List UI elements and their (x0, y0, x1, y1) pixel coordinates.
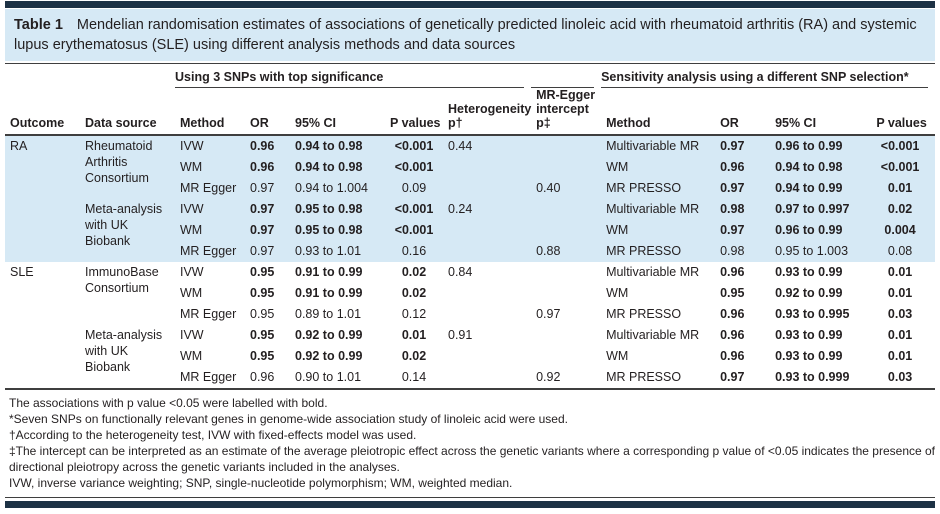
heterogeneity-p-cell: 0.91 (448, 328, 473, 342)
ci-cell: 0.91 to 0.99 (295, 265, 363, 279)
ci-2-cell: 0.93 to 0.999 (775, 370, 850, 384)
heterogeneity-p-cell (443, 157, 531, 178)
table-row (5, 135, 935, 157)
or-cell: 0.97 (245, 241, 290, 262)
table-row (5, 325, 935, 346)
egger-intercept-p-cell (531, 157, 601, 178)
outcome-cell: SLE (10, 265, 34, 279)
or-cell: 0.95 (250, 286, 275, 300)
heterogeneity-p-cell (443, 220, 531, 241)
egger-intercept-p-cell (531, 262, 601, 283)
method-cell: WM (180, 286, 203, 300)
egger-intercept-p-cell (531, 346, 601, 367)
column-header-p-values-1: P values (385, 88, 443, 135)
method-2-cell: WM (601, 220, 715, 241)
footnote-asterisk: *Seven SNPs on functionally relevant genes in genome-wide association study of linoleic acid were used. (9, 412, 568, 426)
footnote-bold-note: The associations with p value <0.05 were labelled with bold. (9, 396, 328, 410)
method-cell: IVW (175, 135, 245, 157)
table-label: Table 1 (14, 17, 63, 33)
column-header-row (5, 88, 935, 135)
method-2-cell: MR PRESSO (601, 178, 715, 199)
ci-cell: 0.94 to 0.98 (290, 135, 385, 157)
or-cell: 0.96 (245, 157, 290, 178)
spanner-group1-label: Using 3 SNPs with top significance (175, 70, 524, 88)
method-cell: MR Egger (180, 370, 237, 384)
ci-2-cell: 0.96 to 0.99 (770, 220, 865, 241)
method-cell: MR Egger (175, 241, 245, 262)
egger-intercept-p-cell: 0.97 (536, 307, 561, 321)
column-header-outcome: Outcome (5, 88, 80, 135)
or-cell: 0.96 (250, 370, 275, 384)
column-header-or-2: OR (715, 88, 770, 135)
ci-2-cell: 0.93 to 0.99 (775, 349, 843, 363)
column-header-data-source: Data source (80, 88, 175, 135)
egger-intercept-p-cell: 0.88 (531, 241, 601, 262)
heterogeneity-p-cell (443, 346, 531, 367)
p-cell: <0.001 (385, 135, 443, 157)
ci-cell: 0.93 to 1.01 (290, 241, 385, 262)
method-2-cell: Multivariable MR (606, 265, 700, 279)
datasource-cell: ImmunoBase Consortium (85, 265, 159, 295)
p-2-cell: <0.001 (865, 157, 935, 178)
or-cell: 0.97 (245, 220, 290, 241)
ci-cell: 0.95 to 0.98 (290, 199, 385, 220)
egger-intercept-p-cell: 0.92 (536, 370, 561, 384)
egger-intercept-p-cell (531, 325, 601, 346)
method-cell: WM (175, 157, 245, 178)
spanner-group2-label: Sensitivity analysis using a different SNP selection* (601, 70, 928, 88)
method-2-cell: Multivariable MR (601, 135, 715, 157)
p-cell: 0.02 (401, 286, 427, 300)
ci-cell: 0.91 to 0.99 (295, 286, 363, 300)
heterogeneity-p-cell (443, 283, 531, 304)
or-2-cell: 0.96 (715, 157, 770, 178)
ci-2-cell: 0.93 to 0.99 (775, 265, 843, 279)
p-cell: 0.14 (401, 370, 427, 384)
heterogeneity-p-cell (443, 241, 531, 262)
caption-divider (5, 63, 935, 64)
method-2-cell: Multivariable MR (601, 199, 715, 220)
p-2-cell: 0.03 (887, 370, 913, 384)
datasource-cell: Rheumatoid Arthritis Consortium (80, 135, 175, 199)
column-header-method-1: Method (175, 88, 245, 135)
egger-intercept-p-cell (531, 199, 601, 220)
ci-2-cell: 0.97 to 0.997 (770, 199, 865, 220)
column-header-heterogeneity-p: Heterogeneity p† (443, 88, 531, 135)
footnote-double-dagger: ‡The intercept can be interpreted as an estimate of the average pleiotropic effect across the genetic variants where a corresponding p value of <0.05 indicates the presence of directional pleiotropy across the genetic variants included in the analyses. (9, 444, 936, 474)
spanner-mregger-rule (531, 80, 594, 88)
or-2-cell: 0.97 (715, 178, 770, 199)
ci-2-cell: 0.94 to 0.98 (770, 157, 865, 178)
method-2-cell: WM (601, 157, 715, 178)
or-2-cell: 0.97 (715, 220, 770, 241)
or-cell: 0.95 (250, 265, 275, 279)
heterogeneity-p-cell (443, 367, 531, 389)
p-2-cell: 0.01 (887, 328, 913, 342)
or-2-cell: 0.96 (720, 349, 745, 363)
or-2-cell: 0.96 (720, 328, 745, 342)
footnotes (5, 390, 935, 498)
ci-cell: 0.92 to 0.99 (295, 328, 363, 342)
egger-intercept-p-cell (531, 220, 601, 241)
heterogeneity-p-cell: 0.44 (443, 135, 531, 157)
heterogeneity-p-cell: 0.24 (443, 199, 531, 220)
or-cell: 0.95 (250, 307, 275, 321)
p-2-cell: <0.001 (865, 135, 935, 157)
p-2-cell: 0.004 (865, 220, 935, 241)
method-cell: WM (180, 349, 203, 363)
table-caption-text: Mendelian randomisation estimates of associations of genetically predicted linoleic acid with rheumatoid arthritis (RA) and systemic lupus erythematosus (SLE) using different analysis methods and data sources (14, 17, 917, 53)
datasource-cell: Meta-analysis with UK Biobank (80, 199, 175, 262)
or-2-cell: 0.98 (715, 241, 770, 262)
ci-cell: 0.92 to 0.99 (295, 349, 363, 363)
spanner-empty (5, 70, 175, 88)
heterogeneity-p-cell (443, 304, 531, 325)
p-2-cell: 0.01 (887, 265, 913, 279)
or-2-cell: 0.98 (715, 199, 770, 220)
or-2-cell: 0.96 (720, 307, 745, 321)
column-header-ci-2: 95% CI (770, 88, 865, 135)
ci-2-cell: 0.93 to 0.995 (775, 307, 850, 321)
ci-2-cell: 0.92 to 0.99 (775, 286, 843, 300)
table-caption-band (5, 9, 935, 61)
p-cell: 0.02 (401, 349, 427, 363)
or-cell: 0.97 (245, 199, 290, 220)
table-row (5, 199, 935, 220)
heterogeneity-p-cell: 0.84 (448, 265, 473, 279)
p-2-cell: 0.01 (887, 286, 913, 300)
p-cell: 0.02 (401, 265, 427, 279)
table-row (5, 262, 935, 283)
spanner-mregger-cell (531, 70, 601, 88)
p-2-cell: 0.01 (887, 349, 913, 363)
ci-2-cell: 0.94 to 0.99 (770, 178, 865, 199)
column-header-method-2: Method (601, 88, 715, 135)
method-cell: IVW (180, 265, 204, 279)
method-cell: MR Egger (180, 307, 237, 321)
egger-intercept-p-cell: 0.40 (531, 178, 601, 199)
ci-2-cell: 0.96 to 0.99 (770, 135, 865, 157)
table-body (5, 135, 935, 389)
top-rule-bar (5, 1, 935, 8)
heterogeneity-p-cell (443, 178, 531, 199)
outcome-cell: RA (5, 135, 80, 262)
p-cell: <0.001 (385, 157, 443, 178)
ci-cell: 0.89 to 1.01 (295, 307, 362, 321)
p-cell: <0.001 (385, 220, 443, 241)
column-header-ci-1: 95% CI (290, 88, 385, 135)
p-cell: <0.001 (385, 199, 443, 220)
method-cell: IVW (180, 328, 204, 342)
or-2-cell: 0.96 (720, 265, 745, 279)
or-2-cell: 0.95 (720, 286, 745, 300)
or-cell: 0.97 (245, 178, 290, 199)
method-2-cell: Multivariable MR (606, 328, 700, 342)
method-2-cell: MR PRESSO (606, 370, 682, 384)
footnote-dagger: †According to the heterogeneity test, IVW with fixed-effects model was used. (9, 428, 417, 442)
or-2-cell: 0.97 (720, 370, 745, 384)
method-cell: WM (175, 220, 245, 241)
column-header-or-1: OR (245, 88, 290, 135)
column-header-p-values-2: P values (865, 88, 935, 135)
p-2-cell: 0.03 (887, 307, 913, 321)
or-cell: 0.96 (245, 135, 290, 157)
ci-2-cell: 0.93 to 0.99 (775, 328, 843, 342)
data-table (5, 70, 935, 390)
or-cell: 0.95 (250, 328, 275, 342)
method-cell: MR Egger (175, 178, 245, 199)
spanner-group1-cell (175, 70, 531, 88)
spanner-row (5, 70, 935, 88)
p-2-cell: 0.02 (865, 199, 935, 220)
p-2-cell: 0.08 (865, 241, 935, 262)
egger-intercept-p-cell (531, 283, 601, 304)
p-2-cell: 0.01 (865, 178, 935, 199)
ci-2-cell: 0.95 to 1.003 (770, 241, 865, 262)
datasource-cell: Meta-analysis with UK Biobank (85, 328, 163, 374)
or-2-cell: 0.97 (715, 135, 770, 157)
ci-cell: 0.94 to 1.004 (290, 178, 385, 199)
method-2-cell: MR PRESSO (606, 307, 682, 321)
ci-cell: 0.90 to 1.01 (295, 370, 362, 384)
column-header-mr-egger-intercept-p: MR-Egger intercept p‡ (531, 88, 601, 135)
bottom-rule-bar (5, 501, 935, 508)
p-cell: 0.09 (385, 178, 443, 199)
method-2-cell: WM (606, 286, 629, 300)
p-cell: 0.16 (385, 241, 443, 262)
method-cell: IVW (175, 199, 245, 220)
footnote-abbreviations: IVW, inverse variance weighting; SNP, single-nucleotide polymorphism; WM, weighted median. (9, 476, 513, 490)
ci-cell: 0.94 to 0.98 (290, 157, 385, 178)
ci-cell: 0.95 to 0.98 (290, 220, 385, 241)
or-cell: 0.95 (250, 349, 275, 363)
method-2-cell: WM (606, 349, 629, 363)
p-cell: 0.12 (401, 307, 427, 321)
spanner-group2-cell (601, 70, 935, 88)
p-cell: 0.01 (401, 328, 427, 342)
method-2-cell: MR PRESSO (601, 241, 715, 262)
egger-intercept-p-cell (531, 135, 601, 157)
